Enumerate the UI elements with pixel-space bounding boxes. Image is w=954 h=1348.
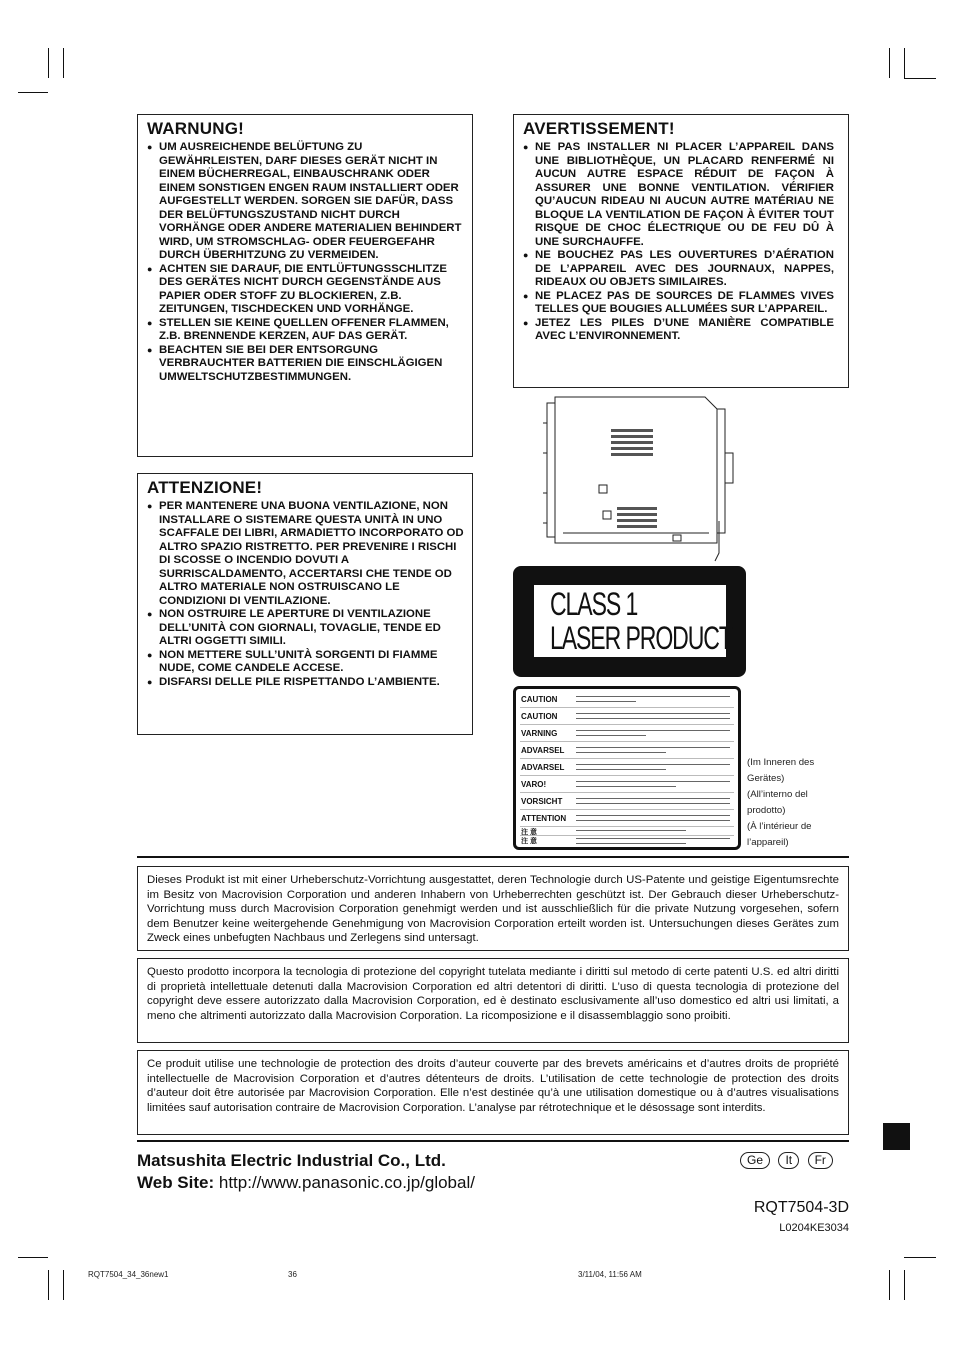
list-item: ● NE PLACEZ PAS DE SOURCES DE FLAMMES VIVES TELLES QUE BOUGIES ALLUMÉES SUR L’APPAREIL. [523, 290, 834, 317]
list-item: ● BEACHTEN SIE BEI DER ENTSORGUNG VERBRAUCHTER BATTERIEN DIE EINSCHLÄGIGEN UMWELTSCHUTZBESTIMMUNGEN. [147, 344, 464, 385]
web-site-line [137, 1173, 475, 1193]
list-item: ● NON METTERE SULL’UNITÀ SORGENTI DI FIAMME NUDE, COME CANDELE ACCESE. [147, 649, 464, 676]
class1-laser-label [513, 566, 746, 677]
caution-key: CAUTION [521, 712, 558, 721]
caution-key: ATTENTION [521, 814, 567, 823]
copyright-paragraph-de: Dieses Produkt ist mit einer Urheberschutz-Vorrichtung ausgestattet, deren Technologie durch US-Patente und geistige Eigentumsrechte im Besitz von Macrovision Corporation und anderen Inhabern von Urheberrechten geschützt ist. Der Gebrauch dieser Urheberschutz-Vorrichtung muss durch Macrovision Corporation genehmigt werden und ist ausschließlich für die private Nutzung vorgesehen, sofern dem Benutzer keine weitergehende Genehmigung von Macrovision Corporation erteilt worden ist. Untersuchungen dieses Gerätes zum Zweck eines unbefugten Nachbaus und Zerlegens sind untersagt. [137, 866, 849, 951]
table-row [520, 691, 734, 708]
web-site-label: Web Site: [137, 1173, 215, 1192]
inside-note: (Im Inneren des Gerätes) (All’interno del prodotto) (À l’intérieur de l’appareil) [747, 757, 815, 848]
caution-key: VORSICHT [521, 797, 563, 806]
table-row [520, 776, 734, 793]
crop-mark [889, 1270, 890, 1300]
avertissement-title: AVERTISSEMENT! [523, 119, 675, 138]
divider [137, 856, 849, 858]
list-item: ● PER MANTENERE UNA BUONA VENTILAZIONE, NON INSTALLARE O SISTEMARE QUESTA UNITÀ IN UNO SCAFFALE DEI LIBRI, ARMADIETTO INCORPORATO OD ALTRO SPAZIO RISTRETTO. PER PREVENIRE I RISCHI DI SCOSSE O INCENDIO DOVUTI A SURRISCALDAMENTO, ACCERTARSI CHE TENDE OD ALTRO MATERIALE NON OSTRUISCANO LE CONDIZIONI DI VENTILAZIONE. [147, 500, 464, 608]
lang-badge-it: It [778, 1152, 799, 1169]
crop-mark [63, 1270, 64, 1300]
lang-badge-fr: Fr [808, 1152, 833, 1169]
document-subcode: L0204KE3034 [779, 1222, 849, 1234]
laser-label-line1: CLASS 1 [550, 586, 638, 622]
list-item: ● STELLEN SIE KEINE QUELLEN OFFENER FLAMMEN, Z.B. BRENNENDE KERZEN, AUF DAS GERÄT. [147, 317, 464, 344]
list-item: ● DISFARSI DELLE PILE RISPETTANDO L’AMBIENTE. [147, 676, 464, 690]
warnung-title: WARNUNG! [147, 119, 244, 138]
crop-mark [48, 48, 49, 78]
list-item: ● ACHTEN SIE DARAUF, DIE ENTLÜFTUNGSSCHLITZE DES GERÄTES NICHT DURCH GEGENSTÄNDE AUS PAPIER ODER STOFF ZU BLOCKIEREN, Z.B. ZEITUNGEN, TISCHDECKEN UND VORHÄNGE. [147, 263, 464, 317]
table-row [520, 725, 734, 742]
print-file-name: RQT7504_34_36new1 [88, 1270, 169, 1279]
caution-key: 注 意 [521, 829, 537, 836]
list-item: ● UM AUSREICHENDE BELÜFTUNG ZU GEWÄHRLEISTEN, DARF DIESES GERÄT NICHT IN EINEM BÜCHERREGAL, EINBAUSCHRANK ODER EINEM SONSTIGEN ENGEN RAUM INSTALLIERT ODER AUFGESTELLT WERDEN. SORGEN SIE DAFÜR, DASS DER BELÜFTUNGSZUSTAND NICHT DURCH VORHÄNGE ODER ANDERE MATERIALIEN BEHINDERT WIRD, UM STROMSCHLAG- ODER FEUERGEFAHR DURCH ÜBERHITZUNG ZU VERMEIDEN. [147, 141, 464, 263]
crop-mark [63, 48, 64, 78]
laser-label-line2: LASER PRODUCT [550, 620, 732, 656]
copyright-paragraph-it: Questo prodotto incorpora la tecnologia di protezione del copyright tutelata mediante i diritti sul metodo di certe patenti U.S. ed altri diritti di proprietà intellettuale detenuti dalla Macrovision Corporation ed altri detentori di diritti. L’uso di questa tecnologia di protezione del copyright deve essere autorizzato dalla Macrovision Corporation, ed è destinato esclusivamente all’uso domestico ed altri usi limitati, a meno che altrimenti autorizzato dalla Macrovision Corporation. La ricomposizione e il disassemblaggio sono proibiti. [137, 958, 849, 1043]
avertissement-list [523, 141, 834, 344]
laser-label-inner [534, 585, 732, 657]
print-date: 3/11/04, 11:56 AM [578, 1270, 642, 1279]
crop-mark [904, 78, 936, 79]
crop-mark [889, 48, 890, 78]
caution-key: CAUTION [521, 695, 558, 704]
table-row [520, 810, 734, 827]
crop-mark [904, 1257, 936, 1258]
divider [137, 1140, 849, 1142]
avertissement-box [513, 114, 849, 388]
copyright-paragraph-fr: Ce produit utilise une technologie de protection des droits d’auteur couverte par des brevets américains et d’autres droits de propriété intellectuelle de Macrovision Corporation et d’autres détenteurs de droits. L’utilisation de cette technologie de protection des droits d’auteur doit être autorisée par Macrovision Corporation. Elle n’est destinée qu’à une utilisation domestique ou à d’autres visualisations limitées sauf autorisation contraire de Macrovision Corporation. L’analyse par rétrotechnique et le désossage sont interdits. [137, 1050, 849, 1135]
table-row [520, 759, 734, 776]
caution-key: ADVARSEL [521, 763, 565, 772]
laser-caution-panel [513, 686, 741, 850]
web-site-url[interactable]: http://www.panasonic.co.jp/global/ [218, 1173, 475, 1192]
table-row [520, 835, 734, 847]
document-code: RQT7504-3D [753, 1199, 849, 1216]
list-item: ● NE BOUCHEZ PAS LES OUVERTURES D’AÉRATION DE L’APPAREIL AVEC DES JOURNAUX, NAPPES, RIDEAUX OU OBJETS SIMILAIRES. [523, 249, 834, 290]
caution-key: VARNING [521, 729, 558, 738]
crop-mark [904, 1270, 905, 1300]
caution-key: VARO! [521, 780, 547, 789]
list-item: ● NON OSTRUIRE LE APERTURE DI VENTILAZIONE DELL’UNITÀ CON GIORNALI, TOVAGLIE, TENDE ED ALTRI OGGETTI SIMILI. [147, 608, 464, 649]
print-page-number: 36 [288, 1270, 297, 1279]
table-row [520, 742, 734, 759]
lang-badge-ge: Ge [740, 1152, 770, 1169]
device-illustration [533, 393, 753, 573]
table-row [520, 708, 734, 725]
caution-key: 注 意 [521, 838, 537, 845]
crop-mark [904, 48, 905, 78]
crop-mark [18, 92, 48, 93]
attenzione-box [137, 473, 473, 735]
language-badges [736, 1151, 833, 1169]
list-item: ● JETEZ LES PILES D’UNE MANIÈRE COMPATIBLE AVEC L’ENVIRONNEMENT. [523, 317, 834, 344]
company-name: Matsushita Electric Industrial Co., Ltd. [137, 1151, 446, 1170]
page-edge-tab [883, 1123, 910, 1150]
list-item: ● NE PAS INSTALLER NI PLACER L’APPAREIL DANS UNE BIBLIOTHÈQUE, UN PLACARD RENFERMÉ NI AUCUN AUTRE ESPACE RÉDUIT DE FAÇON À ASSURER UNE BONNE VENTILATION. VÉRIFIER QU’AUCUN RIDEAU NI AUCUN AUTRE MATÉRIAU NE BLOQUE LA VENTILATION DE FAÇON À ÉVITER TOUT RISQUE DE CHOC ÉLECTRIQUE OU DE FEU DÛ À UNE SURCHAUFFE. [523, 141, 834, 249]
table-row [520, 793, 734, 810]
caution-key: ADVARSEL [521, 746, 565, 755]
attenzione-title: ATTENZIONE! [147, 478, 263, 497]
warnung-box [137, 114, 473, 457]
crop-mark [18, 1257, 48, 1258]
attenzione-list [147, 500, 464, 689]
warnung-list [147, 141, 464, 384]
crop-mark [48, 1270, 49, 1300]
